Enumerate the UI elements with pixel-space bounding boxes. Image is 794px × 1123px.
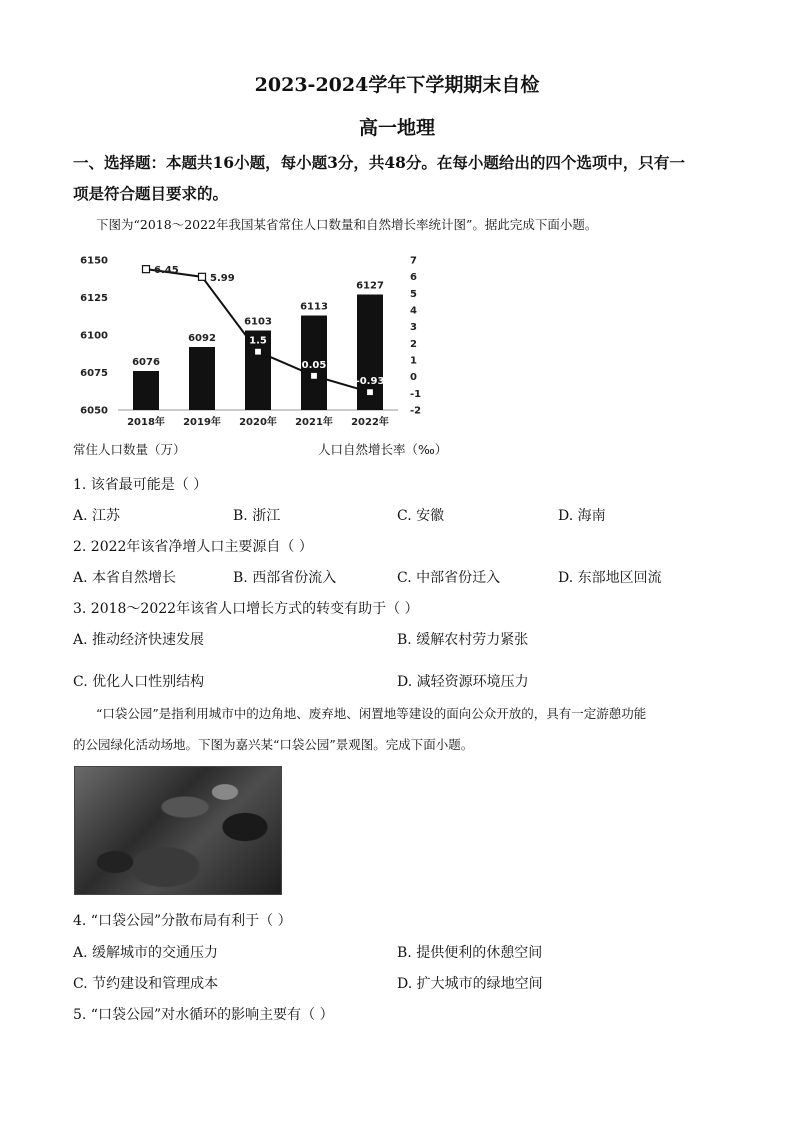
growth-rate-point xyxy=(255,348,262,355)
growth-rate-point xyxy=(143,266,150,273)
question-4-stem: 4. “口袋公园”分散布局有利于（ ） xyxy=(73,913,292,929)
question-3-option-d[interactable]: D. 减轻资源环境压力 xyxy=(397,674,529,690)
growth-rate-label: 5.99 xyxy=(210,272,235,284)
growth-rate-point xyxy=(367,389,374,396)
left-tick-label: 6100 xyxy=(80,330,108,342)
population-bar xyxy=(133,371,159,410)
question-1-option-b[interactable]: B. 浙江 xyxy=(233,508,281,524)
question-4-option-b[interactable]: B. 提供便利的休憩空间 xyxy=(397,945,543,961)
bar-value-label: 6103 xyxy=(244,316,272,328)
bar-value-label: 6076 xyxy=(132,357,160,368)
pocket-park-photo xyxy=(74,766,282,895)
y-axis-label: 常住人口数量（万） xyxy=(73,442,186,457)
question-2-option-a[interactable]: A. 本省自然增长 xyxy=(73,570,177,586)
intro-text-1: 下图为“2018～2022年我国某省常住人口数量和自然增长率统计图”。据此完成下面小题。 xyxy=(96,217,598,232)
growth-rate-label: 1.5 xyxy=(249,335,267,347)
right-tick-label: 5 xyxy=(410,288,417,300)
x-tick-label: 2021年 xyxy=(295,417,333,428)
left-tick-label: 6150 xyxy=(80,255,108,267)
left-tick-label: 6075 xyxy=(80,368,108,379)
right-tick-label: 2 xyxy=(410,338,417,350)
question-1-stem: 1. 该省最可能是（ ） xyxy=(73,477,208,493)
question-2-stem: 2. 2022年该省净增人口主要源自（ ） xyxy=(73,539,313,555)
right-tick-label: -2 xyxy=(410,405,422,417)
question-1-option-d[interactable]: D. 海南 xyxy=(558,508,606,524)
right-axis-ticks xyxy=(410,256,421,417)
population-bar xyxy=(189,347,215,410)
section-heading-line1: 一、选择题：本题共16小题，每小题3分，共48分。在每小题给出的四个选项中，只有一 xyxy=(73,153,685,172)
question-3-option-c[interactable]: C. 优化人口性别结构 xyxy=(73,674,205,690)
question-4-option-d[interactable]: D. 扩大城市的绿地空间 xyxy=(397,976,543,992)
growth-rate-label: 6.45 xyxy=(154,265,179,277)
question-4-option-a[interactable]: A. 缓解城市的交通压力 xyxy=(73,945,219,961)
growth-rate-point xyxy=(311,372,318,379)
question-2-option-c[interactable]: C. 中部省份迁入 xyxy=(397,570,501,586)
question-5-stem: 5. “口袋公园”对水循环的影响主要有（ ） xyxy=(73,1007,334,1023)
bar-value-label: 6127 xyxy=(356,280,384,292)
left-axis-ticks xyxy=(80,256,108,417)
question-4-option-c[interactable]: C. 节约建设和管理成本 xyxy=(73,976,219,992)
x-tick-label: 2019年 xyxy=(183,417,221,428)
x-tick-label: 2020年 xyxy=(239,417,277,428)
question-3-option-a[interactable]: A. 推动经济快速发展 xyxy=(73,632,205,648)
left-tick-label: 6050 xyxy=(80,405,108,417)
growth-rate-label: -0.93 xyxy=(355,376,385,388)
question-2-option-b[interactable]: B. 西部省份流入 xyxy=(233,570,337,586)
bar-value-label: 6113 xyxy=(300,301,328,313)
right-tick-label: 0 xyxy=(410,372,417,384)
population-chart xyxy=(70,248,450,434)
page-title: 2023-2024学年下学期期末自检 xyxy=(254,74,540,96)
y2-axis-label: 人口自然增长率（‰） xyxy=(318,442,448,457)
right-tick-label: 3 xyxy=(410,322,417,334)
right-tick-label: -1 xyxy=(410,388,422,400)
intro-text-2-line1: “口袋公园”是指利用城市中的边角地、废弃地、闲置地等建设的面向公众开放的，具有一定游憩功能 xyxy=(96,706,647,721)
question-2-option-d[interactable]: D. 东部地区回流 xyxy=(558,570,662,586)
question-3-stem: 3. 2018～2022年该省人口增长方式的转变有助于（ ） xyxy=(73,601,419,617)
x-tick-label: 2022年 xyxy=(351,417,389,428)
question-1-option-c[interactable]: C. 安徽 xyxy=(397,508,445,524)
section-heading-line2: 项是符合题目要求的。 xyxy=(73,184,229,203)
page-subtitle: 高一地理 xyxy=(358,117,435,139)
question-1-option-a[interactable]: A. 江苏 xyxy=(73,508,121,524)
right-tick-label: 7 xyxy=(410,255,417,267)
question-3-option-b[interactable]: B. 缓解农村劳力紧张 xyxy=(397,632,529,648)
right-tick-label: 4 xyxy=(410,305,417,317)
bar-value-label: 6092 xyxy=(188,333,216,344)
intro-text-2-line2: 的公园绿化活动场地。下图为嘉兴某“口袋公园”景观图。完成下面小题。 xyxy=(73,737,474,752)
x-tick-label: 2018年 xyxy=(127,417,165,428)
right-tick-label: 1 xyxy=(410,355,417,367)
growth-rate-point xyxy=(199,273,206,280)
right-tick-label: 6 xyxy=(410,272,417,284)
growth-rate-label: 0.05 xyxy=(301,359,327,371)
left-tick-label: 6125 xyxy=(80,293,108,304)
